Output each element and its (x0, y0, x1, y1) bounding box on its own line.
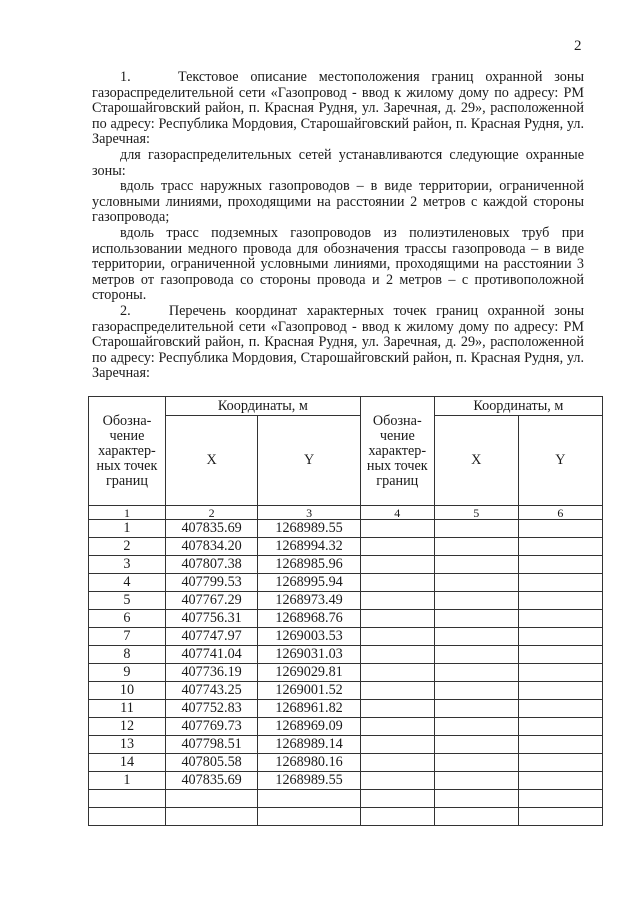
cell-n: 13 (89, 736, 166, 754)
paragraph-5: 2. Перечень координат характерных точек границ охранной зоны газораспределительной сети «Газопровод - ввод к жилому дому по адресу: РМ Старошайговский район, п. Красная Рудня, ул. Заречная, д. 29», расположенной по адресу: Республика Мордовия, Старошайговский район, п. Красная Рудня, ул. Заречная: (92, 302, 584, 382)
cell-n: 1 (89, 520, 166, 538)
empty-cell (518, 592, 602, 610)
header-y: Y (258, 416, 361, 506)
empty-cell (360, 646, 434, 664)
cell-y: 1268968.76 (258, 610, 361, 628)
empty-cell (165, 808, 257, 826)
empty-cell (434, 628, 518, 646)
empty-row (89, 790, 603, 808)
cell-x: 407798.51 (165, 736, 257, 754)
cell-y: 1269001.52 (258, 682, 361, 700)
empty-cell (518, 646, 602, 664)
cell-n: 1 (89, 772, 166, 790)
header-y-right: Y (518, 416, 602, 506)
table-row (89, 772, 603, 790)
empty-cell (360, 718, 434, 736)
empty-cell (434, 538, 518, 556)
cell-y: 1268969.09 (258, 718, 361, 736)
table-row (89, 520, 603, 538)
header-coordinates: Координаты, м (165, 397, 360, 416)
empty-cell (360, 628, 434, 646)
cell-x: 407752.83 (165, 700, 257, 718)
empty-cell (518, 520, 602, 538)
empty-cell (360, 808, 434, 826)
empty-cell (360, 790, 434, 808)
cell-n: 11 (89, 700, 166, 718)
column-number: 3 (258, 506, 361, 520)
empty-cell (434, 610, 518, 628)
empty-cell (518, 772, 602, 790)
cell-n: 7 (89, 628, 166, 646)
cell-n: 9 (89, 664, 166, 682)
empty-cell (434, 772, 518, 790)
empty-cell (434, 718, 518, 736)
empty-cell (518, 538, 602, 556)
page-number: 2 (574, 38, 582, 54)
empty-cell (518, 718, 602, 736)
table-row (89, 754, 603, 772)
empty-cell (434, 520, 518, 538)
column-number: 5 (434, 506, 518, 520)
cell-n: 5 (89, 592, 166, 610)
cell-x: 407807.38 (165, 556, 257, 574)
cell-x: 407741.04 (165, 646, 257, 664)
cell-x: 407736.19 (165, 664, 257, 682)
empty-cell (258, 808, 361, 826)
empty-cell (518, 556, 602, 574)
empty-cell (434, 646, 518, 664)
empty-cell (165, 790, 257, 808)
empty-cell (434, 700, 518, 718)
table-row (89, 664, 603, 682)
cell-x: 407805.58 (165, 754, 257, 772)
table-row (89, 682, 603, 700)
cell-n: 8 (89, 646, 166, 664)
empty-cell (518, 736, 602, 754)
cell-x: 407767.29 (165, 592, 257, 610)
cell-y: 1268995.94 (258, 574, 361, 592)
cell-x: 407834.20 (165, 538, 257, 556)
header-x-right: X (434, 416, 518, 506)
column-number: 4 (360, 506, 434, 520)
empty-cell (434, 682, 518, 700)
cell-y: 1269003.53 (258, 628, 361, 646)
cell-y: 1268989.55 (258, 520, 361, 538)
cell-n: 2 (89, 538, 166, 556)
empty-cell (518, 790, 602, 808)
empty-cell (518, 808, 602, 826)
cell-y: 1268989.55 (258, 772, 361, 790)
empty-cell (360, 754, 434, 772)
column-number-row (89, 506, 603, 520)
table-row (89, 718, 603, 736)
empty-cell (89, 808, 166, 826)
table-row (89, 736, 603, 754)
empty-cell (434, 592, 518, 610)
empty-cell (360, 574, 434, 592)
paragraph-4: вдоль трасс подземных газопроводов из полиэтиленовых труб при использовании медного провода для обозначения трассы газопровода – в виде территории, ограниченной условными линиями, проходящими на расстоянии 3 метров от газопровода со стороны провода и 2 метров – с противоположной стороны. (92, 224, 584, 304)
table-row (89, 628, 603, 646)
empty-cell (360, 700, 434, 718)
cell-x: 407835.69 (165, 520, 257, 538)
cell-y: 1268985.96 (258, 556, 361, 574)
header-x: X (165, 416, 257, 506)
empty-cell (434, 664, 518, 682)
cell-y: 1269029.81 (258, 664, 361, 682)
cell-y: 1268961.82 (258, 700, 361, 718)
cell-y: 1268994.32 (258, 538, 361, 556)
empty-cell (434, 754, 518, 772)
empty-cell (360, 736, 434, 754)
empty-cell (360, 664, 434, 682)
empty-cell (360, 610, 434, 628)
cell-x: 407747.97 (165, 628, 257, 646)
cell-n: 14 (89, 754, 166, 772)
empty-cell (434, 556, 518, 574)
header-coordinates-right: Координаты, м (434, 397, 602, 416)
cell-x: 407799.53 (165, 574, 257, 592)
table-row (89, 646, 603, 664)
empty-cell (518, 754, 602, 772)
cell-y: 1268973.49 (258, 592, 361, 610)
empty-cell (518, 700, 602, 718)
cell-n: 4 (89, 574, 166, 592)
empty-cell (434, 574, 518, 592)
empty-cell (360, 538, 434, 556)
cell-x: 407835.69 (165, 772, 257, 790)
empty-cell (360, 556, 434, 574)
table-row (89, 556, 603, 574)
table-row (89, 610, 603, 628)
header-designation-right: Обозна-чение характер-ных точек границ (360, 397, 434, 506)
cell-n: 12 (89, 718, 166, 736)
empty-cell (518, 574, 602, 592)
cell-n: 6 (89, 610, 166, 628)
empty-cell (360, 772, 434, 790)
table-row (89, 574, 603, 592)
paragraph-2: для газораспределительных сетей устанавливаются следующие охранные зоны: (92, 146, 584, 179)
cell-x: 407743.25 (165, 682, 257, 700)
cell-n: 3 (89, 556, 166, 574)
column-number: 1 (89, 506, 166, 520)
cell-y: 1268989.14 (258, 736, 361, 754)
empty-cell (360, 520, 434, 538)
empty-cell (434, 736, 518, 754)
cell-x: 407769.73 (165, 718, 257, 736)
empty-cell (434, 808, 518, 826)
empty-cell (360, 682, 434, 700)
cell-x: 407756.31 (165, 610, 257, 628)
cell-y: 1269031.03 (258, 646, 361, 664)
paragraph-3: вдоль трасс наружных газопроводов – в виде территории, ограниченной условными линиями, проходящими на расстоянии 2 метров с каждой стороны газопровода; (92, 178, 584, 226)
empty-cell (258, 790, 361, 808)
document-body (92, 70, 584, 382)
cell-y: 1268980.16 (258, 754, 361, 772)
paragraph-1: 1. Текстовое описание местоположения границ охранной зоны газораспределительной сети «Газопровод - ввод к жилому дому по адресу: РМ Старошайговский район, п. Красная Рудня, ул. Заречная, д. 29», расположенной по адресу: Республика Мордовия, Старошайговский район, п. Красная Рудня, ул. Заречная: (92, 69, 584, 148)
table-row (89, 700, 603, 718)
table-row (89, 592, 603, 610)
empty-row (89, 808, 603, 826)
empty-cell (518, 682, 602, 700)
coordinates-table (88, 396, 603, 826)
empty-cell (89, 790, 166, 808)
table-row (89, 538, 603, 556)
empty-cell (360, 592, 434, 610)
header-designation: Обозна-чение характер-ных точек границ (89, 397, 166, 506)
cell-n: 10 (89, 682, 166, 700)
empty-cell (518, 610, 602, 628)
empty-cell (518, 664, 602, 682)
column-number: 6 (518, 506, 602, 520)
column-number: 2 (165, 506, 257, 520)
empty-cell (434, 790, 518, 808)
empty-cell (518, 628, 602, 646)
table-body (89, 520, 603, 826)
